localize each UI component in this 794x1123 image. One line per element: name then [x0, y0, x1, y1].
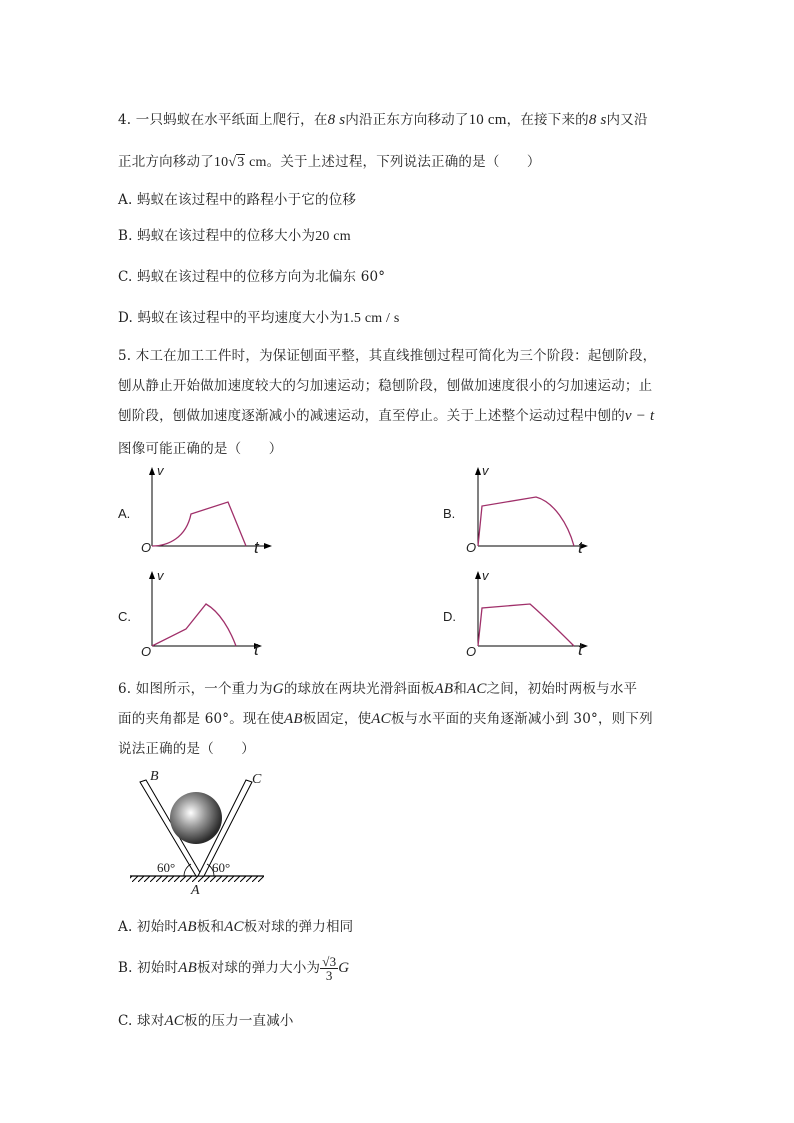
q4-text: 正北方向移动了 [118, 154, 214, 170]
q6-text: B. 初始时 [118, 960, 179, 976]
graph-d-o: O [466, 644, 477, 659]
q6-text: 板与水平面的夹角逐渐减小到 30°，则下列 [390, 711, 653, 727]
q6-text: 6. 如图所示，一个重力为 [118, 681, 273, 697]
q6-frac-num: √3 [322, 954, 337, 969]
graph-b-curve [478, 497, 574, 546]
q6-fig-angle-right: 60° [212, 860, 231, 875]
q6-g: G [338, 960, 350, 976]
graph-a-o: O [141, 540, 152, 555]
graph-c-o: O [141, 644, 152, 659]
q6-ab: AB [434, 681, 454, 697]
graph-c-label: C. [118, 609, 131, 624]
q6-fraction [320, 955, 338, 982]
graph-d-v: v [482, 568, 489, 583]
graph-b-v: v [482, 463, 489, 478]
q6-option-c [118, 1009, 294, 1030]
q6-text: 的球放在两块光滑斜面板 [283, 681, 435, 697]
q4-line2 [118, 150, 541, 171]
q6-text: 板和 [196, 919, 225, 935]
graph-a-v: v [157, 463, 164, 478]
q6-ac: AC [466, 681, 487, 697]
q4-text: 内又沿 [606, 112, 648, 128]
q6-text: 板对球的弹力大小为 [196, 960, 321, 976]
graph-a-label: A. [118, 506, 131, 521]
q6-ab: AB [178, 919, 197, 935]
q4-option-d [118, 306, 399, 327]
q6-fig-c: C [252, 772, 262, 787]
q6-text: 之间，初始时两板与水平 [486, 681, 638, 697]
q5-line4: 图像可能正确的是（ ） [118, 441, 283, 457]
graph-b-o: O [466, 540, 477, 555]
q6-frac-den: 3 [325, 968, 333, 983]
graph-d-curve [478, 604, 574, 646]
q6-option-b [118, 955, 349, 982]
q6-line1 [118, 677, 637, 698]
q5-vt: v − t [624, 408, 655, 424]
q4-dist2-unit: cm [245, 155, 267, 170]
q6-text: 和 [453, 681, 467, 697]
q6-ball [170, 792, 222, 844]
q4-time1: 8 s [327, 112, 346, 128]
graph-c-v: v [157, 568, 164, 583]
q6-fig-b: B [150, 769, 159, 784]
q5-text: 刨阶段，刨做加速度逐渐减小的减速运动，直至停止。关于上述整个运动过程中刨的 [118, 408, 625, 424]
q5-line3 [118, 404, 654, 425]
q6-text: 面的夹角都是 60°。现在使 [118, 711, 285, 727]
q4-dist1: 10 cm [468, 112, 507, 128]
q4-line1 [118, 108, 648, 129]
q6-text: 板对球的弹力相同 [243, 919, 354, 935]
graph-d-t: t [578, 640, 583, 659]
q5-line1: 5. 木工在加工工件时，为保证刨面平整，其直线推刨过程可简化为三个阶段：起刨阶段， [118, 348, 657, 364]
q4-option-b [118, 224, 351, 245]
q4-optd-value: 1.5 cm / s [343, 311, 400, 326]
q4-option-c: C. 蚂蚁在该过程中的位移方向为北偏东 60° [118, 269, 386, 285]
graph-c-curve [152, 604, 236, 646]
q4-dist2: 10√3 cm [213, 155, 267, 170]
graph-b-t: t [578, 538, 583, 557]
q6-fig-angle-left: 60° [157, 860, 176, 875]
graph-a-t: t [254, 538, 259, 557]
q5-line2: 刨从静止开始做加速度较大的匀加速运动；稳刨阶段，刨做加速度很小的匀加速运动；止 [118, 378, 653, 394]
q4-dist2-coef: 10 [213, 155, 229, 170]
q6-g: G [272, 681, 284, 697]
q4-text: B. 蚂蚁在该过程中的位移大小为 [118, 228, 316, 244]
q4-text: D. 蚂蚁在该过程中的平均速度大小为 [118, 310, 344, 326]
q6-ab: AB [284, 711, 303, 727]
q6-ac: AC [164, 1013, 185, 1029]
q6-text: A. 初始时 [118, 919, 179, 935]
q4-optb-value: 20 cm [315, 229, 351, 244]
q6-ac: AC [224, 919, 244, 935]
q6-text: 板的压力一直减小 [184, 1013, 294, 1029]
q4-text: ，在接下来的 [506, 112, 589, 128]
q6-fig-a: A [191, 883, 200, 898]
q6-option-a [118, 915, 353, 936]
q4-text: 。关于上述过程，下列说法正确的是（ ） [266, 154, 541, 170]
graph-b-label: B. [443, 506, 456, 521]
graph-d-label: D. [443, 609, 456, 624]
q6-text: C. 球对 [118, 1013, 165, 1029]
graph-a-curve [152, 502, 246, 546]
q4-text: 内沿正东方向移动了 [345, 112, 469, 128]
q6-line3: 说法正确的是（ ） [118, 741, 255, 757]
q6-line2 [118, 707, 653, 728]
q6-ac: AC [371, 711, 391, 727]
q4-option-a: A. 蚂蚁在该过程中的路程小于它的位移 [118, 192, 357, 208]
q6-text: 板固定，使 [302, 711, 372, 727]
graph-c-t: t [254, 640, 259, 659]
q4-time2: 8 s [588, 112, 607, 128]
q4-text: 4. 一只蚂蚁在水平纸面上爬行，在 [118, 112, 328, 128]
q4-dist2-radicand: 3 [237, 155, 245, 170]
q6-ab: AB [178, 960, 197, 976]
